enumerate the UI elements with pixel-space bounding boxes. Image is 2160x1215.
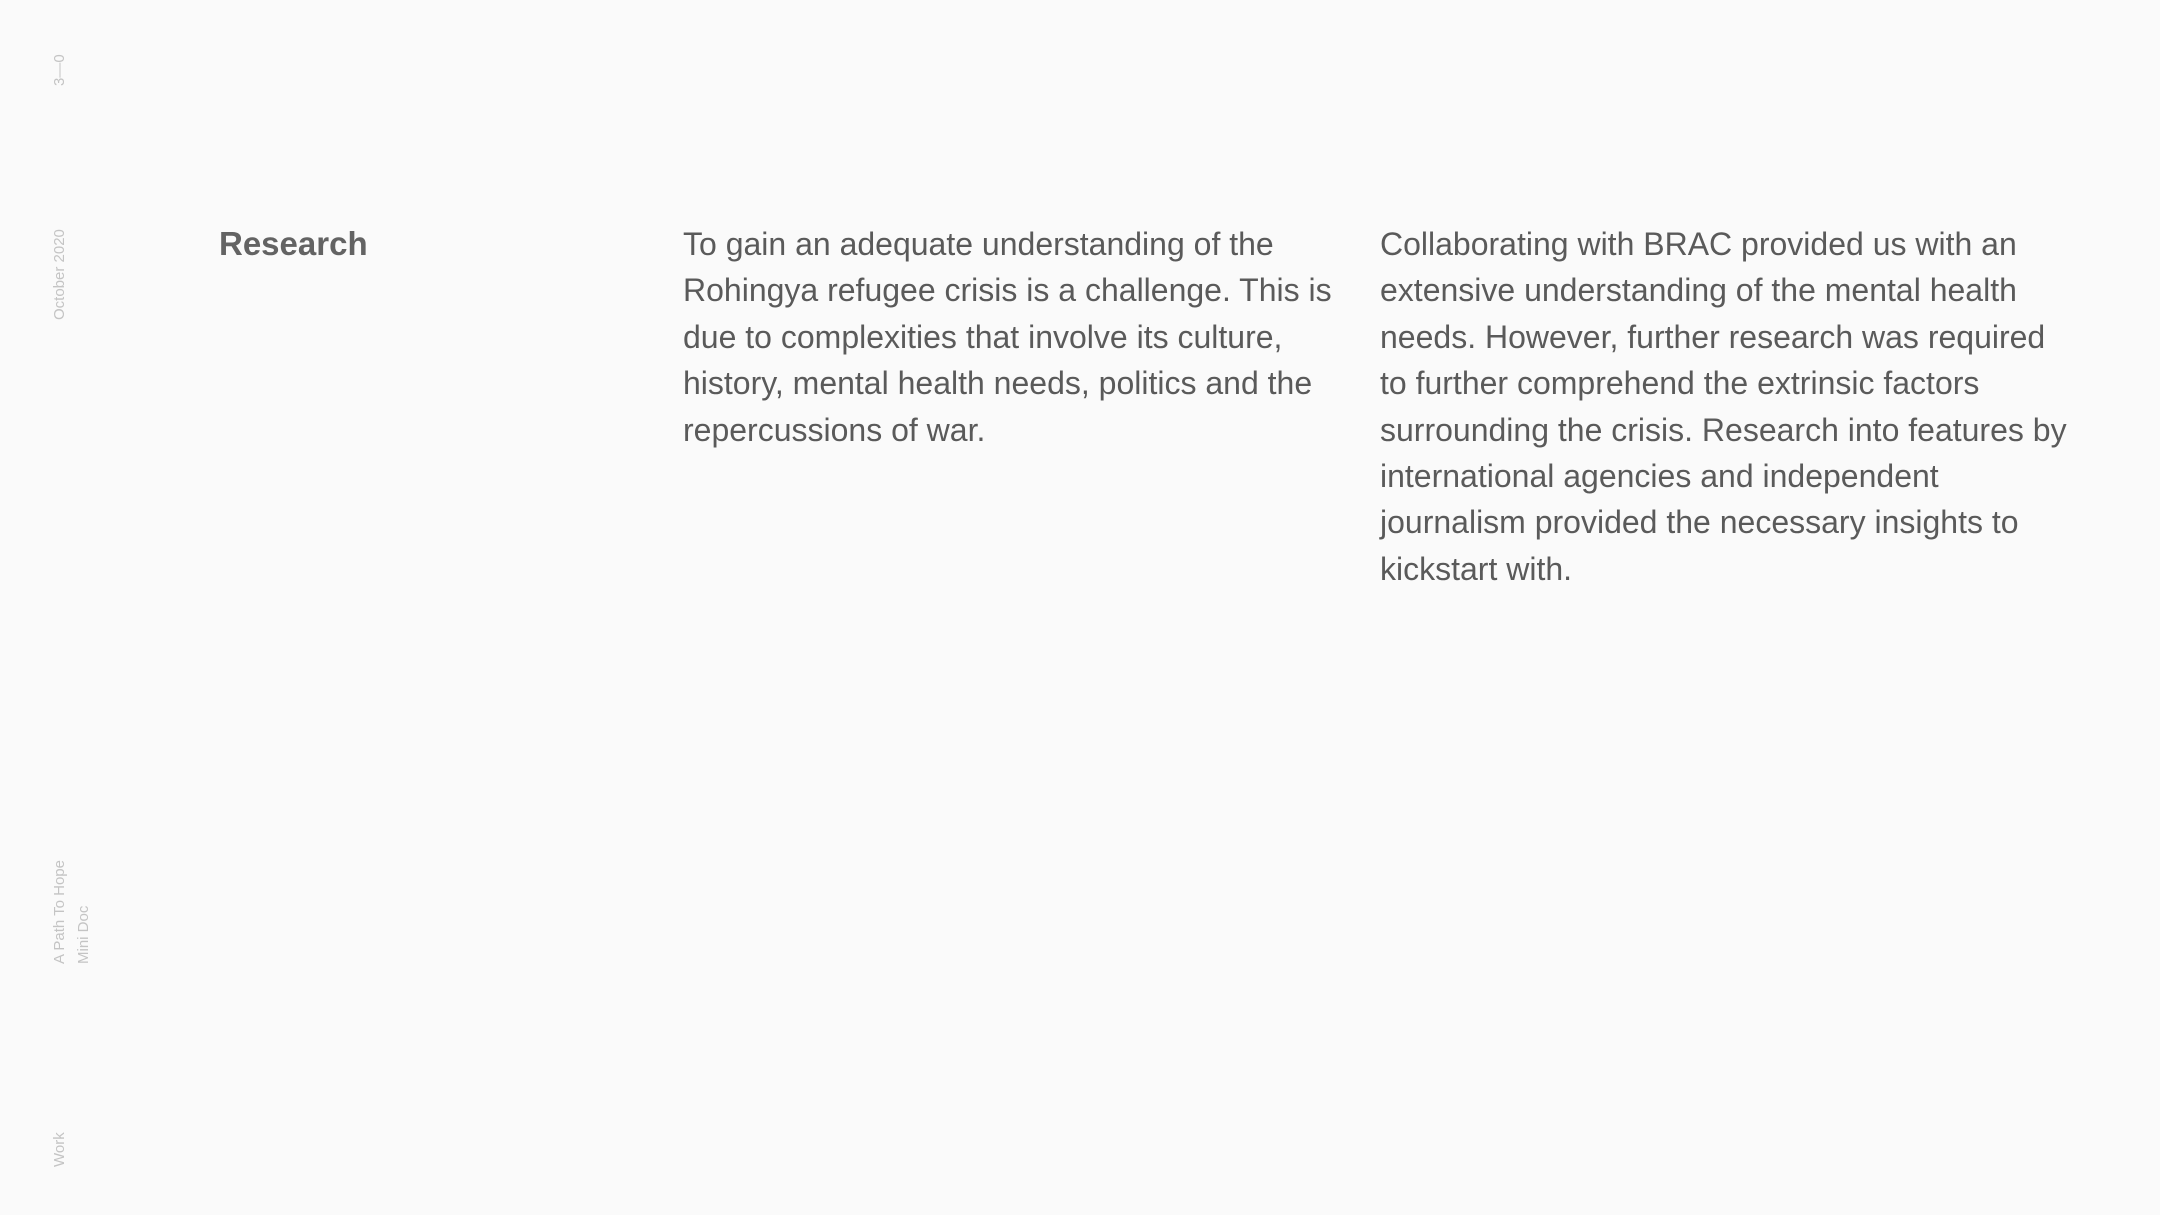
project-title: A Path To Hope — [51, 860, 68, 964]
page-number: 3—0 — [51, 54, 68, 86]
section-heading: Research — [219, 225, 368, 262]
project-subtitle: Mini Doc — [75, 905, 92, 964]
paragraph-left: To gain an adequate understanding of the Rohingya refugee crisis is a challenge. This is due to complexities that involve its culture, history, mental health needs, politics and the repercussions of war. — [683, 226, 1332, 448]
section-label: Work — [51, 1132, 68, 1167]
paragraph-right: Collaborating with BRAC provided us with an extensive understanding of the mental health needs. However, further research was required to further comprehend the extrinsic factors surrounding the crisis. Research into features by international agencies and independent journalism provided the necessary insights to kickstart with. — [1380, 226, 2067, 587]
date-label: October 2020 — [51, 229, 68, 320]
